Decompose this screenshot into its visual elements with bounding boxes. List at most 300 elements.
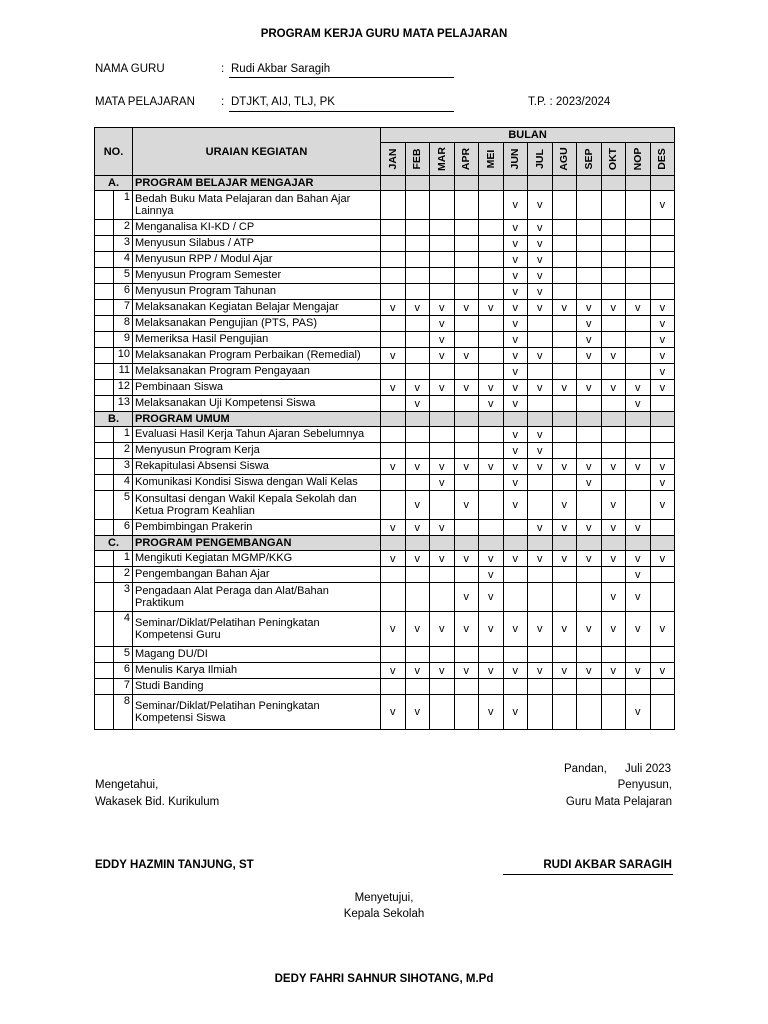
row-activity: Memeriksa Hasil Pengujian [133,332,381,348]
month-check-jan [381,583,406,612]
month-check-sep: v [577,520,602,536]
month-check-des [650,284,675,300]
row-spacer [95,583,114,612]
month-check-jul [528,567,553,583]
month-check-nop [626,364,651,380]
month-check-jun [503,647,528,663]
month-check-feb: v [405,459,430,475]
month-check-feb [405,252,430,268]
month-check-agu: v [552,459,577,475]
month-check-jun: v [503,663,528,679]
table-row [95,583,675,612]
tahun-pelajaran: T.P. : 2023/2024 [528,96,611,108]
month-check-des: v [650,491,675,520]
month-check-agu: v [552,380,577,396]
month-check-okt [601,220,626,236]
row-activity: Menyusun Silabus / ATP [133,236,381,252]
month-check-agu [552,679,577,695]
month-check-sep: v [577,551,602,567]
month-check-agu [552,396,577,412]
month-check-okt [601,443,626,459]
month-check-sep: v [577,332,602,348]
row-activity: Melaksanakan Uji Kompetensi Siswa [133,396,381,412]
guru-mapel-label: Guru Mata Pelajaran [565,796,672,808]
month-check-sep: v [577,459,602,475]
row-number: 6 [114,284,133,300]
row-spacer [95,252,114,268]
month-check-des [650,268,675,284]
month-check-jul [528,695,553,730]
month-check-jul: v [528,348,553,364]
row-activity: Bedah Buku Mata Pelajaran dan Bahan Ajar Lainnya [133,191,381,220]
month-check-sep [577,443,602,459]
month-check-mar [430,252,455,268]
month-check-feb [405,316,430,332]
month-check-agu: v [552,612,577,647]
table-row [95,380,675,396]
month-check-agu [552,364,577,380]
month-check-des: v [650,612,675,647]
section-cell [381,412,406,427]
month-check-mar: v [430,663,455,679]
row-spacer [95,459,114,475]
section-cell [405,176,430,191]
month-check-mar [430,679,455,695]
mata-pelajaran-colon: : [221,96,225,108]
month-check-des: v [650,191,675,220]
row-activity: Menulis Karya Ilmiah [133,663,381,679]
section-cell [454,412,479,427]
menyetujui-label: Menyetujui, [354,892,414,904]
section-cell [503,412,528,427]
month-check-des: v [650,475,675,491]
month-check-okt: v [601,612,626,647]
month-check-okt [601,567,626,583]
section-cell [552,536,577,551]
table-row [95,695,675,730]
section-cell [650,536,675,551]
row-spacer [95,427,114,443]
row-number: 2 [114,443,133,459]
month-check-jun: v [503,268,528,284]
month-check-jun [503,520,528,536]
month-check-mei [479,348,504,364]
month-check-agu: v [552,491,577,520]
month-check-jul: v [528,191,553,220]
month-check-jun: v [503,316,528,332]
header-month-jun [503,143,528,176]
row-spacer [95,236,114,252]
month-check-agu [552,475,577,491]
section-cell [479,412,504,427]
month-check-mar: v [430,300,455,316]
month-check-mei: v [479,663,504,679]
header-no: NO. [95,128,133,176]
row-spacer [95,679,114,695]
month-check-apr: v [454,612,479,647]
month-check-apr [454,332,479,348]
month-check-jan: v [381,459,406,475]
month-check-des: v [650,316,675,332]
row-activity: Melaksanakan Program Pengayaan [133,364,381,380]
section-cell [479,536,504,551]
month-check-feb [405,567,430,583]
month-check-jul: v [528,551,553,567]
header-month-jul [528,143,553,176]
month-check-feb [405,475,430,491]
month-check-nop: v [626,396,651,412]
row-spacer [95,567,114,583]
month-check-nop [626,332,651,348]
month-check-okt: v [601,551,626,567]
month-check-feb [405,348,430,364]
section-cell [430,412,455,427]
month-check-apr [454,695,479,730]
month-check-jul: v [528,252,553,268]
month-check-feb [405,443,430,459]
row-spacer [95,612,114,647]
mata-pelajaran-value: DTJKT, AIJ, TLJ, PK [231,96,335,108]
row-activity: Pembimbingan Prakerin [133,520,381,536]
month-check-feb [405,332,430,348]
month-check-okt: v [601,348,626,364]
month-check-des [650,695,675,730]
row-number: 3 [114,236,133,252]
header-month-apr [454,143,479,176]
month-check-okt [601,427,626,443]
month-check-jul: v [528,268,553,284]
month-check-mei: v [479,459,504,475]
month-check-okt [601,284,626,300]
header-month-label: FEB [411,148,424,170]
month-check-sep: v [577,300,602,316]
mata-pelajaran-underline [229,111,454,112]
month-check-jul: v [528,236,553,252]
row-spacer [95,491,114,520]
month-check-nop [626,647,651,663]
month-check-jan: v [381,300,406,316]
month-check-apr [454,268,479,284]
row-activity: Rekapitulasi Absensi Siswa [133,459,381,475]
month-check-des: v [650,300,675,316]
month-check-jul [528,316,553,332]
row-spacer [95,348,114,364]
table-row [95,443,675,459]
row-activity: Pembinaan Siswa [133,380,381,396]
month-check-nop [626,443,651,459]
month-check-jul [528,583,553,612]
month-check-nop: v [626,380,651,396]
month-check-mar [430,567,455,583]
header-month-label: NOP [631,147,644,171]
month-check-jun: v [503,443,528,459]
month-check-des: v [650,663,675,679]
month-check-okt: v [601,520,626,536]
month-check-mei: v [479,583,504,612]
month-check-sep [577,236,602,252]
section-letter: B. [95,412,133,427]
row-number: 7 [114,679,133,695]
month-check-okt [601,679,626,695]
month-check-mei [479,443,504,459]
section-cell [454,536,479,551]
month-check-okt [601,191,626,220]
month-check-apr: v [454,459,479,475]
month-check-jan [381,220,406,236]
month-check-feb: v [405,396,430,412]
month-check-mar: v [430,612,455,647]
month-check-agu: v [552,663,577,679]
month-check-feb: v [405,520,430,536]
section-cell [528,536,553,551]
row-number: 2 [114,220,133,236]
header-month-label: AGU [558,147,571,171]
month-check-okt [601,647,626,663]
month-check-nop: v [626,695,651,730]
month-check-okt [601,364,626,380]
month-check-nop: v [626,300,651,316]
month-check-sep [577,583,602,612]
month-check-apr [454,364,479,380]
month-check-mei [479,520,504,536]
month-check-mar [430,396,455,412]
section-row [95,536,675,551]
month-check-nop: v [626,459,651,475]
month-check-agu [552,284,577,300]
row-number: 1 [114,427,133,443]
table-row [95,567,675,583]
month-check-nop [626,679,651,695]
month-check-apr: v [454,380,479,396]
month-check-apr: v [454,583,479,612]
month-check-jun: v [503,332,528,348]
month-check-okt [601,252,626,268]
table-row [95,459,675,475]
table-row [95,520,675,536]
nama-guru-value: Rudi Akbar Saragih [231,63,331,75]
table-row [95,268,675,284]
month-check-jan: v [381,663,406,679]
month-check-des: v [650,551,675,567]
table-row [95,284,675,300]
month-check-jul [528,679,553,695]
month-check-des [650,427,675,443]
section-cell [601,412,626,427]
signature-guru-name: RUDI AKBAR SARAGIH [543,859,672,871]
month-check-mar: v [430,475,455,491]
month-check-okt [601,332,626,348]
table-row [95,427,675,443]
month-check-mei [479,220,504,236]
row-number: 6 [114,520,133,536]
month-check-jun: v [503,695,528,730]
month-check-agu [552,316,577,332]
month-check-agu [552,268,577,284]
month-check-apr [454,475,479,491]
penyusun-label: Penyusun, [617,779,672,791]
month-check-mar: v [430,520,455,536]
row-activity: Pengadaan Alat Peraga dan Alat/Bahan Praktikum [133,583,381,612]
month-check-apr [454,252,479,268]
month-check-jun: v [503,236,528,252]
month-check-okt [601,396,626,412]
table-row [95,191,675,220]
month-check-nop [626,268,651,284]
header-month-agu [552,143,577,176]
month-check-des [650,443,675,459]
month-check-apr [454,679,479,695]
month-check-mar [430,427,455,443]
month-check-feb: v [405,551,430,567]
month-check-mar [430,647,455,663]
month-check-jun [503,679,528,695]
month-check-sep [577,491,602,520]
header-bulan: BULAN [381,128,675,143]
month-check-mar [430,695,455,730]
month-check-jul: v [528,443,553,459]
month-check-feb [405,268,430,284]
page-title: PROGRAM KERJA GURU MATA PELAJARAN [260,28,508,40]
month-check-mar: v [430,380,455,396]
month-check-des: v [650,332,675,348]
row-number: 4 [114,612,133,647]
month-check-jun: v [503,364,528,380]
mata-pelajaran-label: MATA PELAJARAN [95,96,195,108]
month-check-apr: v [454,551,479,567]
mengetahui-label: Mengetahui, [95,779,159,791]
month-check-apr: v [454,348,479,364]
month-check-jun: v [503,348,528,364]
row-number: 12 [114,380,133,396]
wakasek-label: Wakasek Bid. Kurikulum [95,796,220,808]
month-check-jan [381,316,406,332]
table-row [95,236,675,252]
month-check-jan: v [381,551,406,567]
row-activity: Seminar/Diklat/Pelatihan Peningkatan Kompetensi Siswa [133,695,381,730]
section-letter: C. [95,536,133,551]
month-check-apr [454,443,479,459]
month-check-mei [479,316,504,332]
section-title: PROGRAM PENGEMBANGAN [133,536,381,551]
table-row [95,612,675,647]
month-check-jan [381,679,406,695]
header-month-nop [626,143,651,176]
row-activity: Pengembangan Bahan Ajar [133,567,381,583]
section-cell [405,412,430,427]
row-spacer [95,316,114,332]
month-check-mar: v [430,332,455,348]
month-check-jul [528,396,553,412]
row-number: 1 [114,551,133,567]
month-check-feb: v [405,380,430,396]
month-check-mei [479,364,504,380]
month-check-jan: v [381,348,406,364]
row-activity: Menyusun Program Tahunan [133,284,381,300]
month-check-mei [479,236,504,252]
month-check-jan [381,475,406,491]
month-check-sep [577,427,602,443]
month-check-agu [552,583,577,612]
program-kerja-table [94,127,675,730]
month-check-feb: v [405,612,430,647]
month-check-feb [405,427,430,443]
row-activity: Konsultasi dengan Wakil Kepala Sekolah dan Ketua Program Keahlian [133,491,381,520]
row-number: 10 [114,348,133,364]
month-check-agu: v [552,520,577,536]
row-activity: Menyusun Program Semester [133,268,381,284]
month-check-jan [381,332,406,348]
month-check-jan [381,364,406,380]
month-check-jun: v [503,191,528,220]
month-check-okt: v [601,491,626,520]
row-number: 5 [114,647,133,663]
row-number: 8 [114,316,133,332]
month-check-jun: v [503,612,528,647]
row-activity: Menganalisa KI-KD / CP [133,220,381,236]
row-spacer [95,268,114,284]
month-check-okt: v [601,300,626,316]
month-check-nop [626,491,651,520]
month-check-des [650,236,675,252]
row-number: 8 [114,695,133,730]
month-check-sep: v [577,663,602,679]
header-month-label: JAN [386,148,399,170]
table-row [95,475,675,491]
month-check-nop [626,236,651,252]
month-check-jan: v [381,380,406,396]
month-check-jul [528,647,553,663]
row-spacer [95,396,114,412]
section-cell [577,176,602,191]
month-check-feb [405,364,430,380]
month-check-jan: v [381,612,406,647]
month-check-agu [552,191,577,220]
header-month-label: MAR [435,147,448,171]
month-check-nop [626,191,651,220]
month-check-jun: v [503,427,528,443]
month-check-sep [577,220,602,236]
row-spacer [95,191,114,220]
month-check-apr [454,396,479,412]
month-check-jul: v [528,284,553,300]
month-check-jul: v [528,220,553,236]
month-check-mar: v [430,551,455,567]
month-check-des [650,583,675,612]
row-activity: Seminar/Diklat/Pelatihan Peningkatan Kompetensi Guru [133,612,381,647]
table-row [95,647,675,663]
month-check-apr: v [454,663,479,679]
section-cell [626,536,651,551]
month-check-mei [479,268,504,284]
month-check-jun: v [503,284,528,300]
month-check-apr [454,220,479,236]
row-activity: Menyusun RPP / Modul Ajar [133,252,381,268]
month-check-mei: v [479,567,504,583]
month-check-nop [626,316,651,332]
month-check-nop: v [626,567,651,583]
month-check-sep: v [577,612,602,647]
month-check-agu [552,252,577,268]
table-row [95,316,675,332]
month-check-okt [601,475,626,491]
section-cell [650,176,675,191]
month-check-jun: v [503,551,528,567]
month-check-feb [405,284,430,300]
row-spacer [95,300,114,316]
month-check-agu: v [552,300,577,316]
kepala-sekolah-label: Kepala Sekolah [343,908,425,920]
section-cell [503,536,528,551]
